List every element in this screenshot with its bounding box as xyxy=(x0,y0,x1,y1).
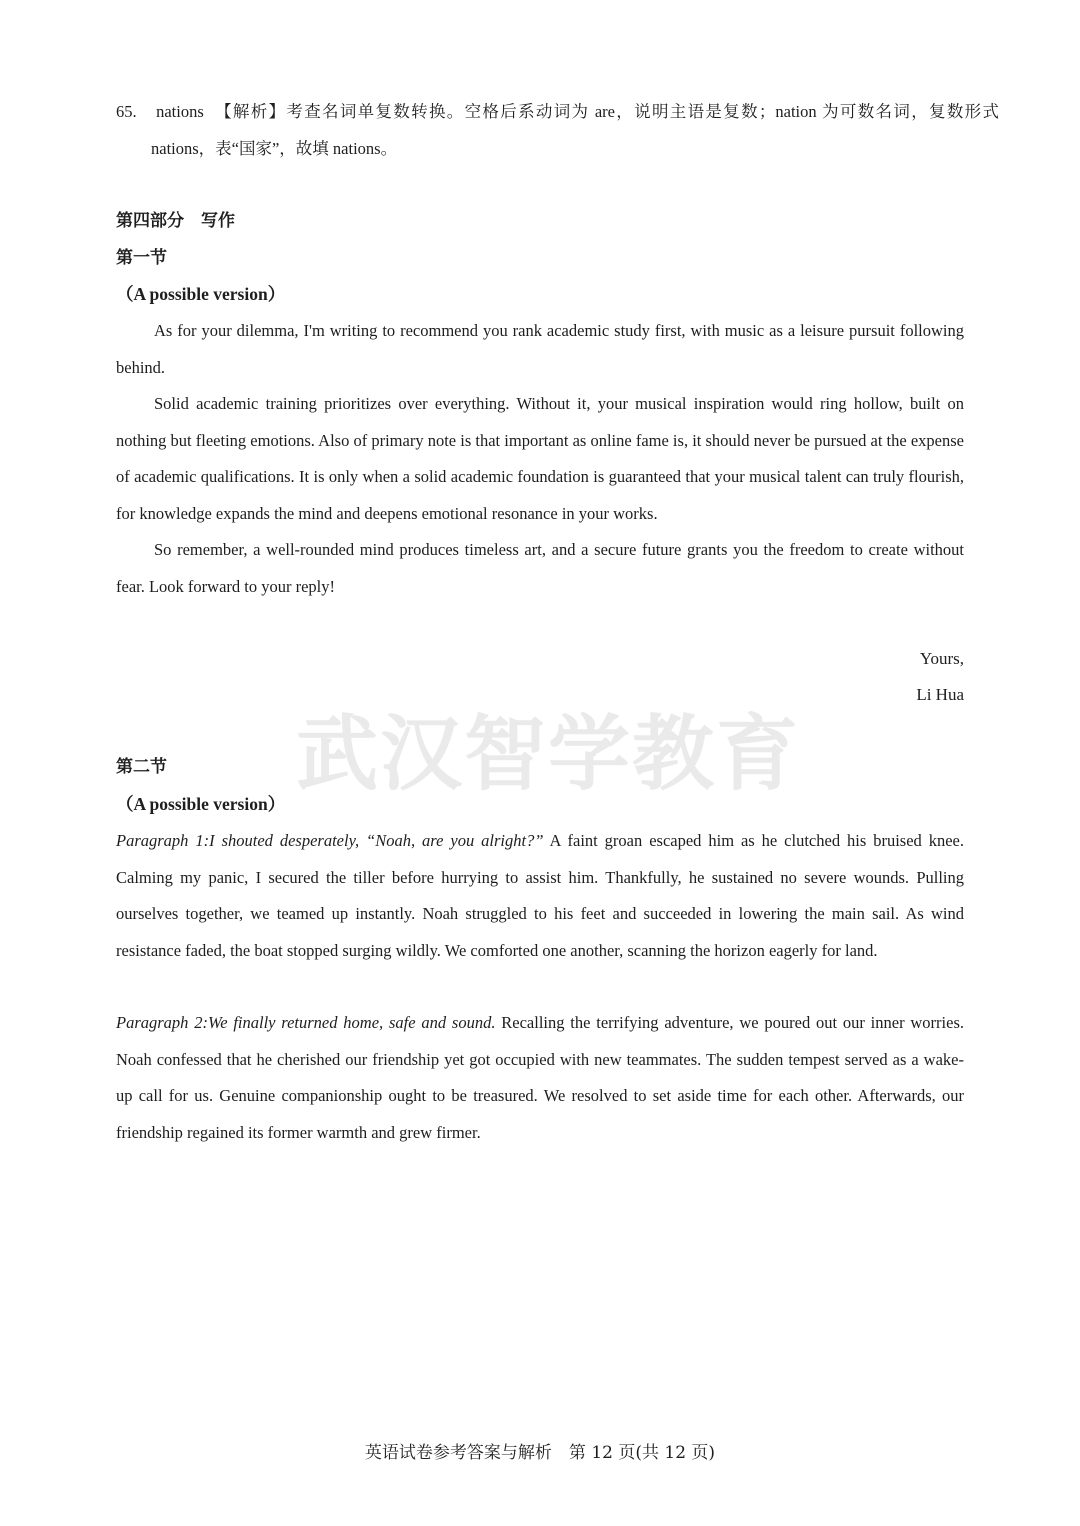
page-footer: 英语试卷参考答案与解析 第 12 页(共 12 页) xyxy=(364,1443,716,1463)
paragraph-2-label: Paragraph 2: xyxy=(116,1013,208,1032)
section-1-heading: 第一节 xyxy=(116,248,167,268)
continuation-paragraph-2 xyxy=(116,1005,964,1151)
letter-signature: Li Hua xyxy=(916,685,964,704)
section-1-version-label: （A possible version） xyxy=(116,284,286,304)
question-65 xyxy=(116,94,999,167)
letter-closing: Yours, xyxy=(919,649,964,668)
paragraph-1-lead: I shouted desperately, “Noah, are you alright?” xyxy=(209,831,544,850)
paragraph-2-body: Recalling the terrifying adventure, we poured out our inner worries. Noah confessed that he cherished our friendship yet got occupied with new teammates. The sudden tempest served as a wake-up call for us. Genuine companionship ought to be treasured. We resolved to set aside time for each other. Afterwards, our friendship regained its former warmth and grew firmer. xyxy=(116,1013,964,1142)
letter-paragraph-3: So remember, a well-rounded mind produces timeless art, and a secure future grants you the freedom to create without fear. Look forward to your reply! xyxy=(116,540,964,596)
question-number: 65. xyxy=(116,102,137,121)
watermark-logo: 武汉智学教育 xyxy=(296,707,801,802)
section-2-version-label: （A possible version） xyxy=(116,794,286,814)
paragraph-2-lead: We finally returned home, safe and sound. xyxy=(207,1013,496,1032)
letter-paragraph-2: Solid academic training prioritizes over everything. Without it, your musical inspiration would ring hollow, built on nothing but fleeting emotions. Also of primary note is that important as online fame is, it should never be pursued at the expense of academic qualifications. It is only when a solid academic foundation is guaranteed that your musical talent can truly flourish, for knowledge expands the mind and deepens emotional resonance in your works. xyxy=(116,394,964,523)
answer-explanation: 【解析】考查名词单复数转换。空格后系动词为 are，说明主语是复数；nation 为可数名词，复数形式 nations，表“国家”，故填 nations。 xyxy=(151,102,999,158)
continuation-paragraph-1 xyxy=(116,823,964,969)
part-heading: 第四部分 写作 xyxy=(116,211,235,231)
answer-word: nations xyxy=(156,102,204,121)
paragraph-1-label: Paragraph 1: xyxy=(116,831,210,850)
paragraph-1-body: A faint groan escaped him as he clutched his bruised knee. Calming my panic, I secured the tiller before hurrying to assist him. Thankfully, he sustained no severe wounds. Pulling ourselves together, we teamed up instantly. Noah struggled to his feet and succeeded in lowering the main sail. As wind resistance faded, the boat stopped surging wildly. We comforted one another, scanning the horizon eagerly for land. xyxy=(116,831,965,960)
letter-body xyxy=(116,313,964,605)
letter-paragraph-1: As for your dilemma, I'm writing to recommend you rank academic study first, with music as a leisure pursuit following behind. xyxy=(116,321,964,377)
section-2-heading: 第二节 xyxy=(116,757,167,777)
